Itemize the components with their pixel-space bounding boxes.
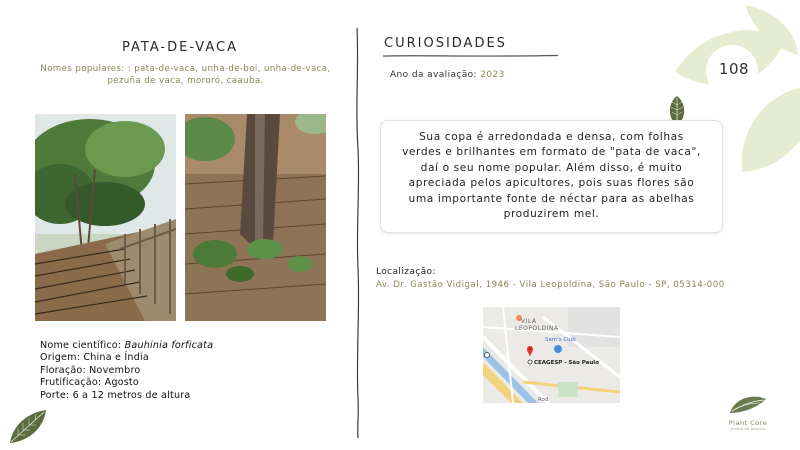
location-address: Av. Dr. Gastão Vidigal, 1946 - Vila Leopoldina, São Paulo - SP, 05314-000 xyxy=(376,280,725,290)
location-map[interactable] xyxy=(483,307,620,403)
fact-size: Porte: 6 a 12 metros de altura xyxy=(40,389,191,401)
heading-underline xyxy=(383,53,558,59)
map-district-2: LEOPOLDINA xyxy=(515,325,559,332)
brand-leaf-icon xyxy=(728,393,768,415)
curiosity-card xyxy=(380,120,723,233)
map-road-label: Rod xyxy=(538,397,549,403)
brand-name: Plant Core xyxy=(728,419,768,427)
fact-label: Nome científico: xyxy=(40,340,125,351)
fact-flowering: Floração: Novembro xyxy=(40,364,141,376)
location-label: Localização: xyxy=(376,267,436,277)
year-value: 2023 xyxy=(480,70,505,80)
scientific-name-value: Bauhinia forficata xyxy=(124,340,214,351)
brand-tagline: jardim de plantas xyxy=(730,427,766,431)
plant-photo-trunk xyxy=(185,114,326,321)
map-poi: Sam's Club xyxy=(545,337,576,343)
plant-facts xyxy=(40,340,213,402)
fact-origin: Origem: China e Índia xyxy=(40,352,149,364)
plant-title: PATA-DE-VACA xyxy=(122,40,238,55)
plant-photo-path xyxy=(35,114,176,321)
curiosities-heading: CURIOSIDADES xyxy=(384,36,507,51)
vertical-divider xyxy=(351,28,365,438)
curiosity-text: Sua copa é arredondada e densa, com folhas verdes e brilhantes em formato de "pata de vaca", daí o seu nome popular. Além disso, é muito apreciada pelos apicultores, pois suas flores são uma importante fonte de néctar para as abelhas produzirem mel. xyxy=(402,131,701,221)
fact-scientific-name xyxy=(40,340,213,352)
popular-names: Nomes populares: : pata-de-vaca, unha-de-boi, unha-de-vaca, pezuña de vaca, mororó, caauba. xyxy=(40,64,331,86)
year-label: Ano da avaliação: xyxy=(390,70,481,80)
leaf-decoration-bottom-left xyxy=(8,407,48,445)
page-number: 108 xyxy=(718,60,750,78)
map-district: VILA xyxy=(521,318,537,325)
evaluation-year xyxy=(390,70,505,80)
brand-logo xyxy=(718,393,778,431)
fact-fruiting: Frutificação: Agosto xyxy=(40,377,139,389)
map-pin-label: CEAGESP - São Paulo xyxy=(534,360,599,366)
